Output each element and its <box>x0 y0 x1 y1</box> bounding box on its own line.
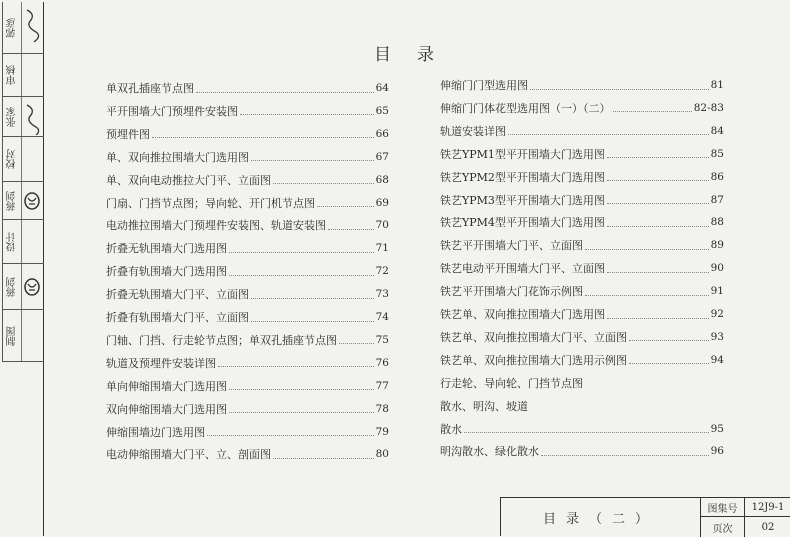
toc-entry-label: 电动推拉围墙大门预埋件安装图、轨道安装图 <box>106 219 326 233</box>
toc-entry[interactable] <box>106 376 389 396</box>
sidebar-cell <box>2 2 44 54</box>
leader-dots <box>273 183 374 184</box>
toc-entry-label: 伸缩门门型选用图 <box>440 79 528 92</box>
leader-dots <box>508 134 709 135</box>
toc-entry-page: 93 <box>710 330 724 343</box>
toc-entry-label: 双向伸缩围墙大门选用图 <box>106 402 227 416</box>
toc-entry[interactable] <box>106 444 389 464</box>
toc-entry-label: 轨道及预埋件安装详图 <box>106 356 216 370</box>
toc-entry[interactable] <box>440 167 724 187</box>
page-number-value: 02 <box>761 521 775 533</box>
leader-dots <box>530 89 709 90</box>
toc-entry[interactable] <box>440 212 724 232</box>
toc-entry-label: 伸缩门门体花型选用图（一）（二） <box>440 101 611 115</box>
leader-dots <box>607 272 709 273</box>
toc-entry-label: 铁艺YPM1型平开围墙大门选用图 <box>440 147 605 161</box>
leader-dots <box>229 412 374 413</box>
toc-entry-label: 预埋件图 <box>106 127 150 141</box>
toc-entry-page: 80 <box>375 448 389 461</box>
toc-entry-label: 折叠有轨围墙大门选用图 <box>106 265 227 279</box>
toc-entry-page: 89 <box>710 239 724 252</box>
toc-entry-label: 单双孔插座节点图 <box>106 82 194 95</box>
toc-entry[interactable] <box>106 284 389 304</box>
sidebar-cell <box>2 137 44 182</box>
sidebar-label: 郭彦 <box>7 18 18 38</box>
seal-stamp <box>22 266 42 308</box>
toc-entry-label: 门扇、门挡节点图；导向轮、开门机节点图 <box>106 196 315 210</box>
toc-entry-label: 铁艺单、双向推拉围墙大门选用示例图 <box>440 353 627 367</box>
page-number-label: 页次 <box>701 517 745 537</box>
toc-entry-page: 72 <box>375 265 389 278</box>
leader-dots <box>207 435 374 436</box>
toc-entry-label: 折叠有轨围墙大门平、立面图 <box>106 311 249 324</box>
toc-entry[interactable] <box>106 399 389 419</box>
sidebar-label: 审核 <box>7 65 18 86</box>
seal-stamp <box>22 184 42 218</box>
toc-entry[interactable] <box>106 330 389 350</box>
leader-dots <box>251 160 374 161</box>
toc-entry[interactable] <box>440 75 724 95</box>
toc-entry-page: 81 <box>710 79 724 91</box>
toc-entry-label: 铁艺单、双向推拉围墙大门平、立面图 <box>440 330 627 344</box>
toc-entry[interactable] <box>106 124 389 144</box>
toc-entry-label: 单、双向电动推拉大门平、立面图 <box>106 173 271 187</box>
toc-entry[interactable] <box>106 215 389 235</box>
leader-dots <box>196 92 374 93</box>
toc-entry[interactable] <box>106 307 389 327</box>
leader-dots <box>613 111 692 112</box>
leader-dots <box>152 137 374 138</box>
toc-entry-page: 85 <box>710 147 724 160</box>
toc-entry-label: 单、双向推拉围墙大门选用图 <box>106 150 249 164</box>
toc-entry-label: 轨道安装详图 <box>440 124 506 138</box>
toc-entry-page: 82-83 <box>693 101 724 114</box>
signature <box>22 99 42 135</box>
toc-entry-page: 67 <box>375 150 389 163</box>
toc-entry-label: 散水、明沟、坡道 <box>440 399 528 413</box>
toc-entry-label: 铁艺平开围墙大门平、立面图 <box>440 239 583 253</box>
toc-entry[interactable] <box>106 422 389 442</box>
toc-entry-label: 折叠无轨围墙大门平、立面图 <box>106 288 249 302</box>
leader-dots <box>607 226 709 227</box>
toc-entry-page: 79 <box>375 425 389 438</box>
toc-entry-label: 铁艺YPM2型平开围墙大门选用图 <box>440 170 605 184</box>
toc-entry-page: 65 <box>375 104 389 117</box>
toc-entry[interactable] <box>106 170 389 190</box>
toc-entry[interactable] <box>440 441 724 461</box>
toc-entry-label: 铁艺YPM4型平开围墙大门选用图 <box>440 216 605 230</box>
leader-dots <box>240 114 374 115</box>
sidebar-label: 制图 <box>7 326 18 346</box>
leader-dots <box>229 252 374 253</box>
leader-dots <box>339 343 374 344</box>
toc-entry-label: 伸缩围墙边门选用图 <box>106 425 205 439</box>
toc-entry-label: 铁艺YPM3型平开围墙大门选用图 <box>440 193 605 207</box>
title-block <box>500 497 790 536</box>
toc-entry[interactable] <box>440 258 724 278</box>
toc-entry-page: 66 <box>375 127 389 140</box>
sidebar-label: 蒋剑 <box>7 191 18 211</box>
approval-sidebar <box>2 2 44 536</box>
toc-entry[interactable] <box>106 147 389 167</box>
sidebar-cell <box>2 182 44 220</box>
sidebar-cell <box>2 310 44 362</box>
toc-entry-label: 电动伸缩围墙大门平、立、剖面图 <box>106 448 271 462</box>
page-title: 目录 <box>374 45 460 65</box>
toc-entry[interactable] <box>106 193 389 213</box>
leader-dots <box>251 321 374 322</box>
toc-entry-page: 75 <box>375 333 389 346</box>
leader-dots <box>607 203 709 204</box>
sidebar-cell <box>2 54 44 97</box>
toc-entry[interactable] <box>440 144 724 164</box>
leader-dots <box>607 318 709 319</box>
toc-entry[interactable] <box>440 281 724 301</box>
leader-dots <box>328 229 374 230</box>
toc-entry-label: 门轴、门挡、行走轮节点图；单双孔插座节点图 <box>106 333 337 347</box>
toc-entry[interactable] <box>106 261 389 281</box>
toc-entry[interactable] <box>440 304 724 324</box>
toc-entry-label: 铁艺电动平开围墙大门平、立面图 <box>440 262 605 276</box>
toc-entry[interactable] <box>440 419 724 439</box>
toc-entry-label: 行走轮、导向轮、门挡节点图 <box>440 376 583 390</box>
leader-dots <box>464 432 709 433</box>
leader-dots <box>229 275 374 276</box>
toc-entry-page: 87 <box>710 193 724 206</box>
leader-dots <box>541 455 709 456</box>
sidebar-cell <box>2 97 44 137</box>
toc-entry-label: 铁艺单、双向推拉围墙大门选用图 <box>440 308 605 321</box>
toc-entry-label: 单向伸缩围墙大门选用图 <box>106 379 227 393</box>
toc-entry-page: 73 <box>375 288 389 301</box>
leader-dots <box>229 389 374 390</box>
toc-entry[interactable] <box>106 101 389 121</box>
leader-dots <box>218 366 374 367</box>
toc-entry[interactable] <box>440 327 724 347</box>
atlas-number-value: 12J9-1 <box>745 498 790 517</box>
leader-dots <box>251 298 374 299</box>
toc-entry-label: 明沟散水、绿化散水 <box>440 445 539 459</box>
toc-entry-label: 折叠无轨围墙大门选用图 <box>106 242 227 256</box>
leader-dots <box>317 206 374 207</box>
toc-entry[interactable] <box>440 98 724 118</box>
sidebar-label: 校对 <box>7 149 18 170</box>
toc-entry[interactable] <box>106 353 389 373</box>
leader-dots <box>629 340 709 341</box>
toc-entry-page: 84 <box>710 124 724 137</box>
sidebar-cell <box>2 220 44 264</box>
toc-entry-label: 铁艺平开围墙大门花饰示例图 <box>440 285 583 299</box>
toc-entry-page: 95 <box>710 422 724 435</box>
toc-entry[interactable] <box>106 238 389 258</box>
toc-entry[interactable] <box>440 190 724 210</box>
toc-entry-page: 94 <box>710 353 724 366</box>
toc-entry-page: 74 <box>375 311 389 323</box>
toc-entry-page: 90 <box>710 262 724 275</box>
toc-entry-label: 平开围墙大门预埋件安装图 <box>106 104 238 118</box>
leader-dots <box>273 458 374 459</box>
toc-entry-page: 69 <box>375 196 389 209</box>
toc-entry-page: 78 <box>375 402 389 415</box>
sidebar-label: 张家 <box>7 107 18 127</box>
leader-dots <box>607 180 709 181</box>
toc-entry-page: 86 <box>710 170 724 183</box>
leader-dots <box>629 363 709 364</box>
leader-dots <box>607 157 709 158</box>
toc-entry-page: 88 <box>710 216 724 229</box>
sidebar-label: 蒋剑 <box>7 277 18 297</box>
sidebar-cell <box>2 264 44 310</box>
leader-dots <box>585 295 709 296</box>
atlas-number-label: 图集号 <box>701 498 745 517</box>
toc-entry[interactable] <box>440 235 724 255</box>
toc-entry[interactable] <box>440 121 724 141</box>
toc-entry[interactable] <box>440 350 724 370</box>
toc-entry-label: 散水 <box>440 422 462 436</box>
leader-dots <box>585 249 709 250</box>
toc-section-heading[interactable] <box>440 373 724 393</box>
toc-entry-page: 71 <box>375 242 389 255</box>
toc-entry-page: 64 <box>375 82 389 94</box>
toc-entry[interactable] <box>106 78 389 98</box>
toc-entry-page: 92 <box>710 308 724 320</box>
signature <box>22 4 42 52</box>
toc-section-heading[interactable] <box>440 396 724 416</box>
toc-entry-page: 77 <box>375 379 389 392</box>
toc-entry-page: 96 <box>710 445 724 458</box>
toc-entry-page: 91 <box>710 285 724 298</box>
toc-entry-page: 68 <box>375 173 389 186</box>
toc-entry-page: 76 <box>375 356 389 369</box>
sidebar-label: 设计 <box>7 232 18 252</box>
toc-entry-page: 70 <box>375 219 389 232</box>
title-block-title: 目录（二） <box>501 498 701 537</box>
